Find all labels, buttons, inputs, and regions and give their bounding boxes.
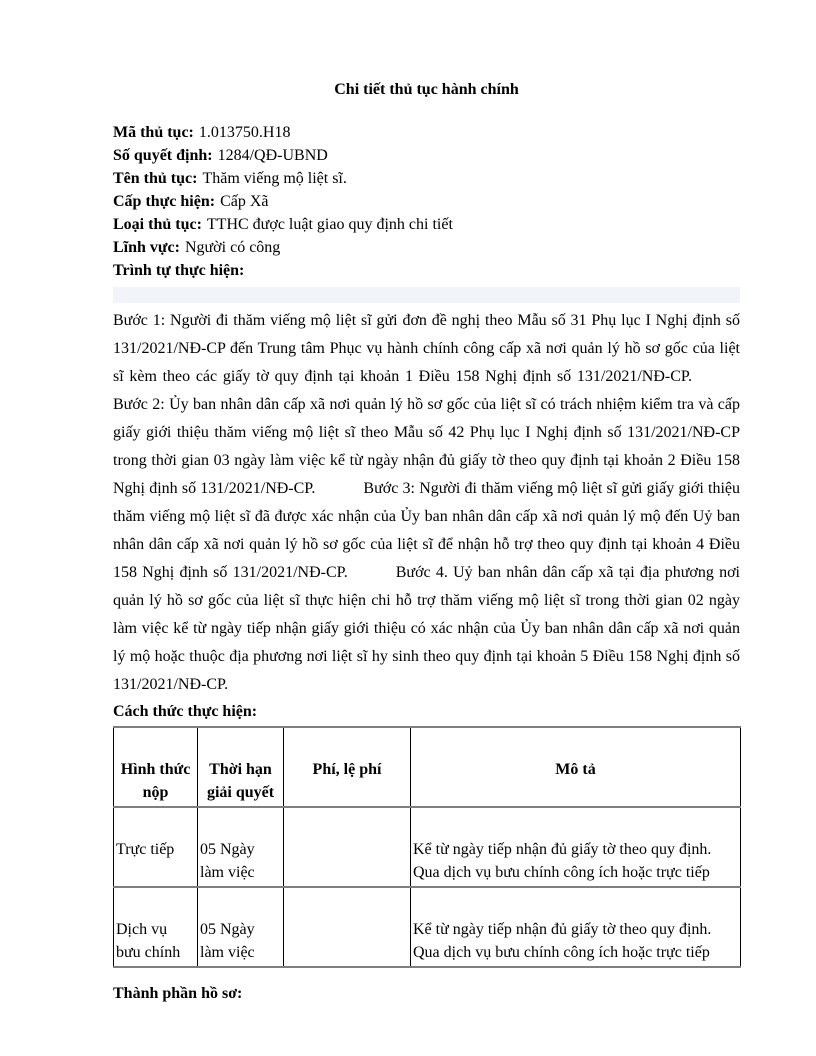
cell-method: Trực tiếp xyxy=(114,807,198,887)
cell-duration: 05 Ngày làm việc xyxy=(198,887,284,967)
field-row-linh-vuc xyxy=(113,236,740,259)
field-label: Lĩnh vực: xyxy=(113,239,180,256)
cell-fee xyxy=(284,887,411,967)
cell-fee xyxy=(284,807,411,887)
field-label: Số quyết định: xyxy=(113,147,213,164)
field-row-loai-thu-tuc xyxy=(113,213,740,236)
field-value: Thăm viếng mộ liệt sĩ. xyxy=(202,170,347,187)
field-row-ma-thu-tuc xyxy=(113,121,740,144)
table-row-dich-vu-buu-chinh xyxy=(114,887,741,967)
field-value: Người có công xyxy=(184,239,281,256)
column-header-hinh-thuc-nop: Hình thức nộp xyxy=(114,727,198,807)
column-header-phi-le-phi: Phí, lệ phí xyxy=(284,727,411,807)
field-label: Mã thủ tục: xyxy=(113,124,194,141)
column-header-thoi-han-giai-quyet: Thời hạn giải quyết xyxy=(198,727,284,807)
cell-description: Kể từ ngày tiếp nhận đủ giấy tờ theo quy định. Qua dịch vụ bưu chính công ích hoặc trực tiếp xyxy=(411,887,741,967)
field-row-so-quyet-dinh xyxy=(113,144,740,167)
column-header-mo-ta: Mô tả xyxy=(411,727,741,807)
field-value: 1.013750.H18 xyxy=(198,124,291,141)
field-row-ten-thu-tuc xyxy=(113,167,740,190)
section-heading-cach-thuc-thuc-hien: Cách thức thực hiện: xyxy=(113,703,258,720)
method-table xyxy=(113,726,741,968)
field-label: Trình tự thực hiện: xyxy=(113,262,245,279)
procedure-steps-paragraph: Bước 1: Người đi thăm viếng mộ liệt sĩ gửi đơn đề nghị theo Mẫu số 31 Phụ lục I Nghị định số 131/2021/NĐ-CP đến Trung tâm Phục vụ hành chính công cấp xã nơi quản lý hồ sơ gốc của liệt sĩ kèm theo các giấy tờ quy định tại khoản 1 Điều 158 Nghị định số 131/2021/NĐ-CP. Bước 2: Ủy ban nhân dân cấp xã nơi quản lý hồ sơ gốc của liệt sĩ có trách nhiệm kiểm tra và cấp giấy giới thiệu thăm viếng mộ liệt sĩ theo Mẫu số 42 Phụ lục I Nghị định số 131/2021/NĐ-CP trong thời gian 03 ngày làm việc kể từ ngày nhận đủ giấy tờ theo quy định tại khoản 2 Điều 158 Nghị định số 131/2021/NĐ-CP. Bước 3: Người đi thăm viếng mộ liệt sĩ gửi giấy giới thiệu thăm viếng mộ liệt sĩ đã được xác nhận của Ủy ban nhân dân cấp xã nơi quản lý mộ đến Uỷ ban nhân dân cấp xã nơi quản lý hồ sơ gốc của liệt sĩ để nhận hỗ trợ theo quy định tại khoản 4 Điều 158 Nghị định số 131/2021/NĐ-CP. Bước 4. Uỷ ban nhân dân cấp xã tại địa phương nơi quản lý hồ sơ gốc của liệt sĩ thực hiện chi hỗ trợ thăm viếng mộ liệt sĩ trong thời gian 02 ngày làm việc kể từ ngày tiếp nhận giấy giới thiệu có xác nhận của Ủy ban nhân dân cấp xã nơi quản lý mộ hoặc thuộc địa phương nơi liệt sĩ hy sinh theo quy định tại khoản 5 Điều 158 Nghị định số 131/2021/NĐ-CP. xyxy=(113,312,740,693)
field-row-cap-thuc-hien xyxy=(113,190,740,213)
cell-method: Dịch vụ bưu chính xyxy=(114,887,198,967)
section-heading-thanh-phan-ho-so: Thành phần hồ sơ: xyxy=(113,985,243,1002)
field-label: Cấp thực hiện: xyxy=(113,193,216,210)
field-label: Loại thủ tục: xyxy=(113,216,202,233)
field-list xyxy=(113,121,740,282)
field-value: TTHC được luật giao quy định chi tiết xyxy=(206,216,453,233)
page-title: Chi tiết thủ tục hành chính xyxy=(334,81,519,98)
field-label: Tên thủ tục: xyxy=(113,170,198,187)
cell-duration: 05 Ngày làm việc xyxy=(198,807,284,887)
field-value: Cấp Xã xyxy=(220,193,269,210)
table-header-row xyxy=(114,727,741,807)
cell-description: Kể từ ngày tiếp nhận đủ giấy tờ theo quy định. Qua dịch vụ bưu chính công ích hoặc trực tiếp xyxy=(411,807,741,887)
empty-highlight-bar xyxy=(113,287,740,303)
field-value: 1284/QĐ-UBND xyxy=(217,147,328,164)
table-row-truc-tiep xyxy=(114,807,741,887)
field-row-trinh-tu-thuc-hien xyxy=(113,259,740,282)
